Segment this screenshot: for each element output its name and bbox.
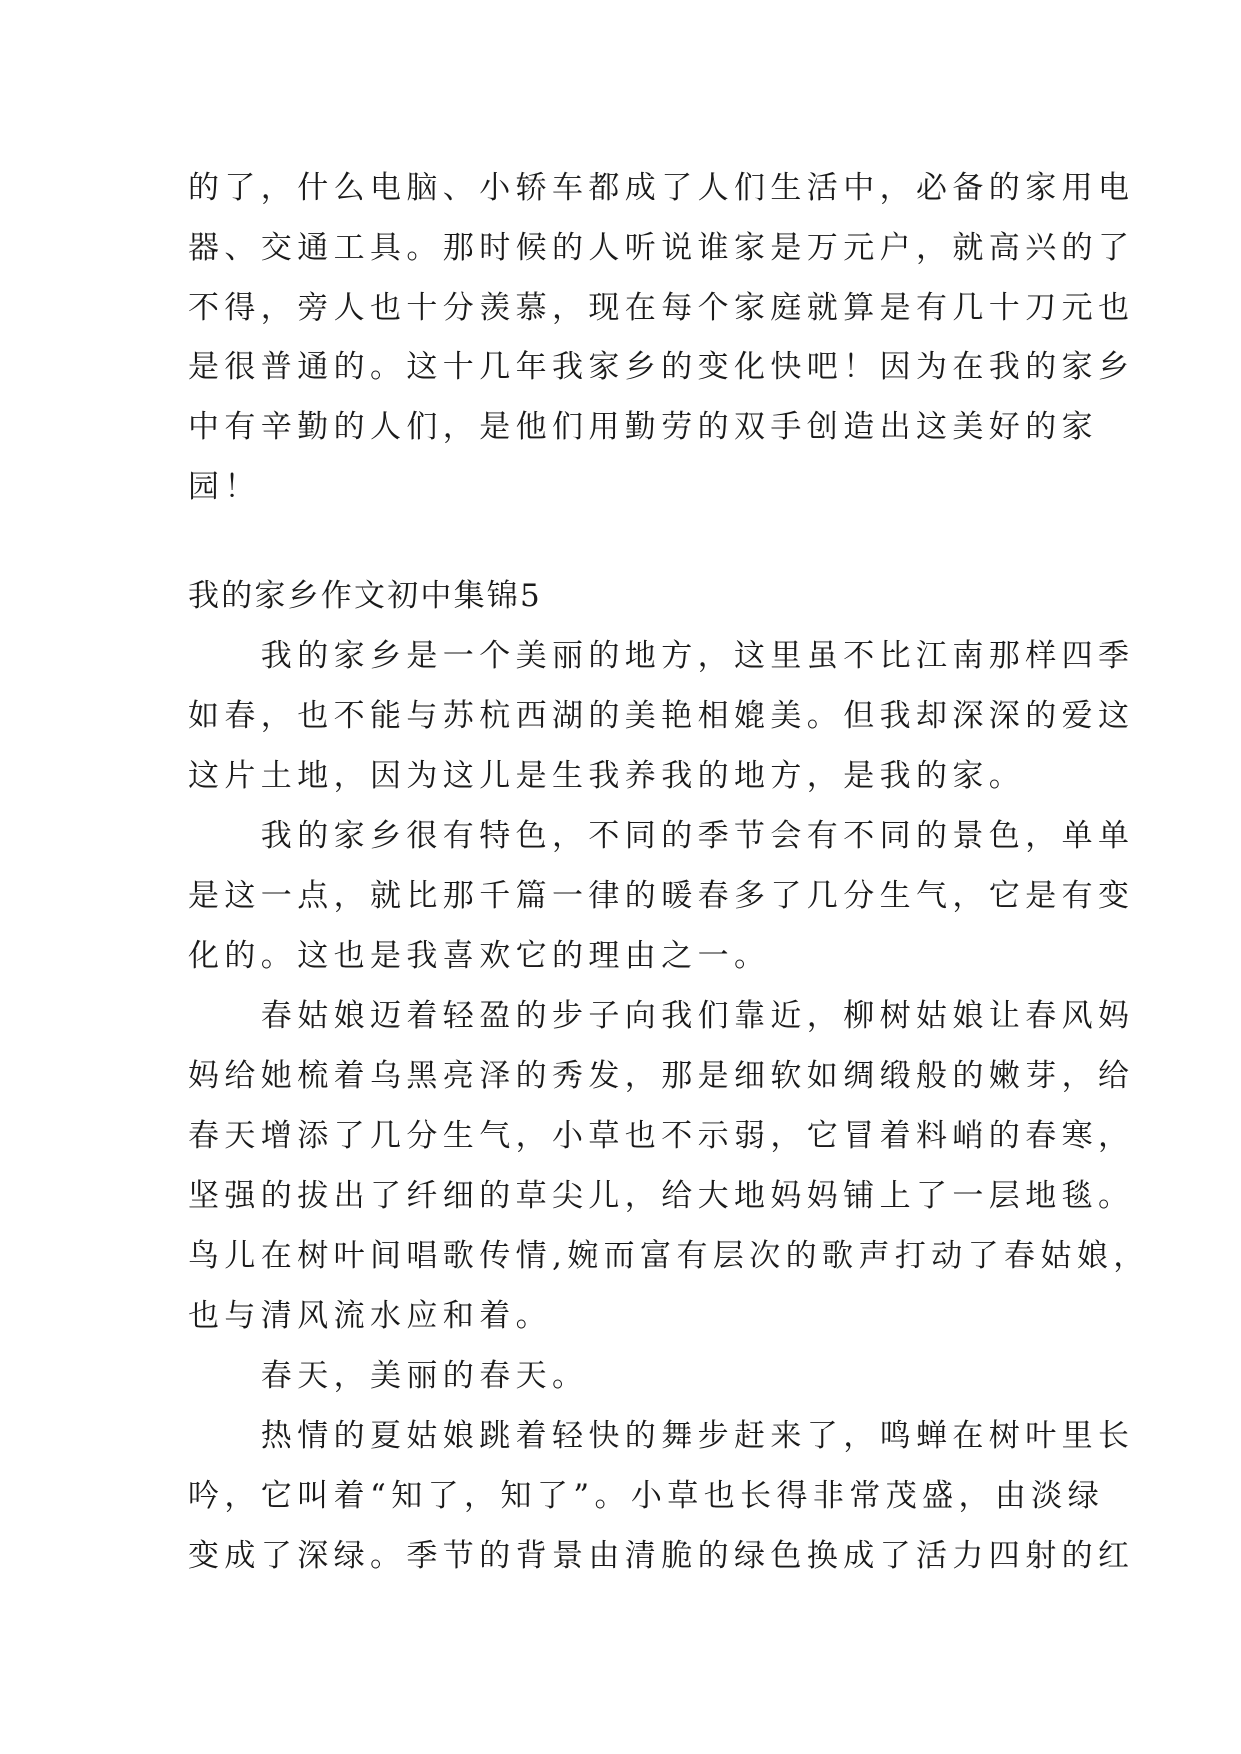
paragraph-line: 器、交通工具。那时候的人听说谁家是万元户，就高兴的了: [188, 230, 1135, 266]
paragraph-line: 是这一点，就比那千篇一律的暖春多了几分生气，它是有变: [188, 878, 1135, 914]
paragraph-line: 春姑娘迈着轻盈的步子向我们靠近，柳树姑娘让春风妈: [188, 998, 1135, 1034]
paragraph-line: 园！: [188, 469, 261, 505]
paragraph-line: 的了，什么电脑、小轿车都成了人们生活中，必备的家用电: [188, 170, 1135, 206]
paragraph-line: 热情的夏姑娘跳着轻快的舞步赶来了，鸣蝉在树叶里长: [188, 1418, 1135, 1454]
paragraph-line: 变成了深绿。季节的背景由清脆的绿色换成了活力四射的红: [188, 1538, 1135, 1574]
paragraph-line: 中有辛勤的人们，是他们用勤劳的双手创造出这美好的家: [188, 409, 1098, 445]
paragraph-line: 我的家乡很有特色，不同的季节会有不同的景色，单单: [188, 818, 1135, 854]
paragraph-line: 春天增添了几分生气，小草也不示弱，它冒着料峭的春寒，: [188, 1118, 1135, 1154]
paragraph-line: 是很普通的。这十几年我家乡的变化快吧！因为在我的家乡: [188, 349, 1135, 385]
paragraph-line: 如春，也不能与苏杭西湖的美艳相媲美。但我却深深的爱这: [188, 698, 1135, 734]
paragraph-line: 春天，美丽的春天。: [188, 1358, 589, 1394]
paragraph-line: 坚强的拔出了纤细的草尖儿，给大地妈妈铺上了一层地毯。: [188, 1178, 1135, 1214]
section-heading: 我的家乡作文初中集锦5: [188, 578, 542, 614]
paragraph-line: 鸟儿在树叶间唱歌传情,婉而富有层次的歌声打动了春姑娘，: [188, 1238, 1150, 1274]
paragraph-line: 妈给她梳着乌黑亮泽的秀发，那是细软如绸缎般的嫩芽，给: [188, 1058, 1135, 1094]
paragraph-line: 化的。这也是我喜欢它的理由之一。: [188, 938, 771, 974]
paragraph-line: 也与清风流水应和着。: [188, 1298, 552, 1334]
paragraph-line: 吟，它叫着“知了，知了”。小草也长得非常茂盛，由淡绿: [188, 1478, 1105, 1514]
paragraph-line: 我的家乡是一个美丽的地方，这里虽不比江南那样四季: [188, 638, 1135, 674]
paragraph-line: 不得，旁人也十分羡慕，现在每个家庭就算是有几十刀元也: [188, 290, 1135, 326]
paragraph-line: 这片土地，因为这儿是生我养我的地方，是我的家。: [188, 758, 1026, 794]
